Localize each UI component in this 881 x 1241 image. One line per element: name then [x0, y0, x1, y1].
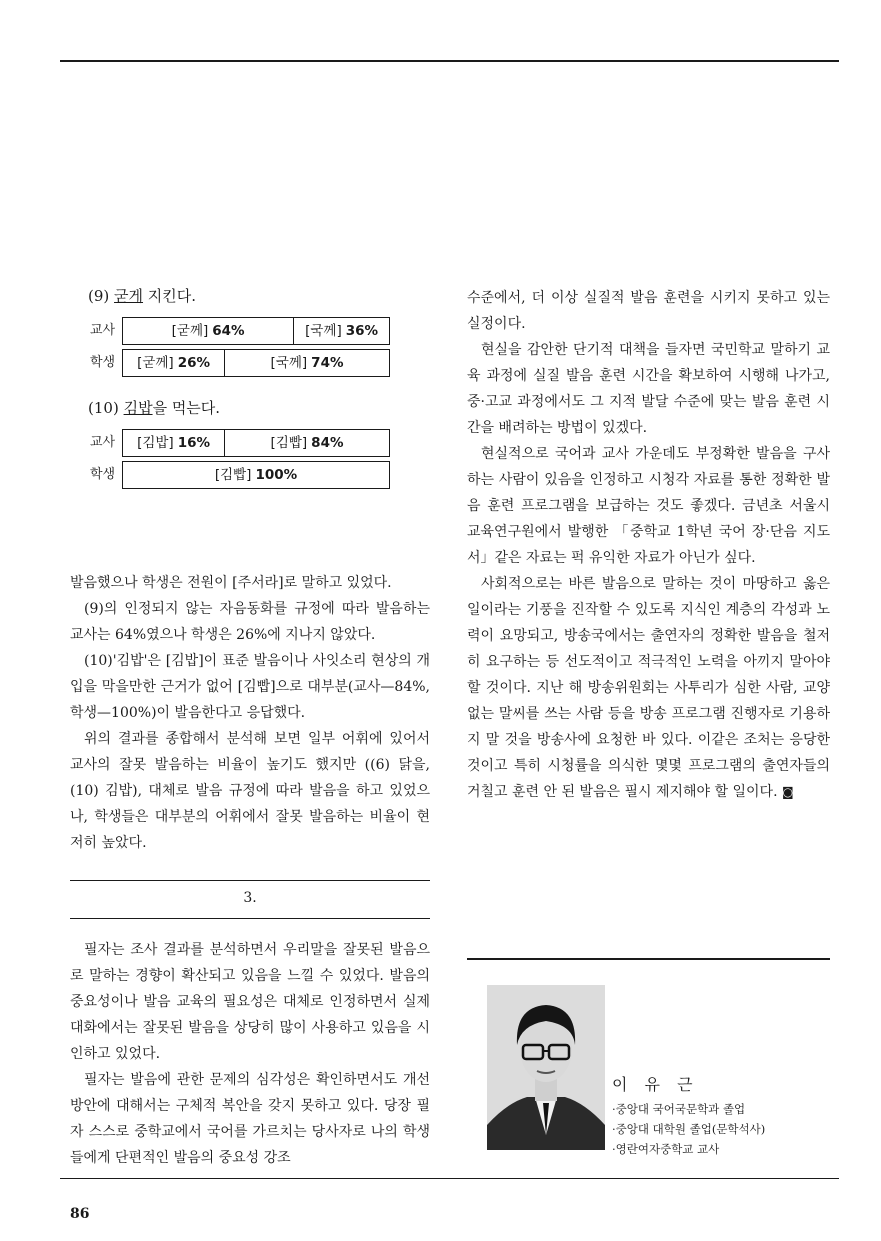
paragraph: (9)의 인정되지 않는 자음동화를 규정에 따라 발음하는 교사는 64%였으나 학생은 26%에 지나지 않았다.: [70, 601, 430, 643]
result-bar: [122, 461, 390, 489]
author-credential: ·영란여자중학교 교사: [612, 1142, 720, 1156]
paragraph: 필자는 조사 결과를 분석하면서 우리말을 잘못된 발음으로 말하는 경향이 확산되고 있음을 느낄 수 있었다. 발음의 중요성이나 발음 교육의 필요성은 대체로 인정하면서 실제 대화에서는 잘못된 발음을 상당히 많이 사용하고 있음을 시인하고 있었다.: [70, 942, 430, 1062]
row-label: 교사: [90, 435, 116, 450]
paragraph: 위의 결과를 종합해서 분석해 보면 일부 어휘에 있어서 교사의 잘못 발음하는 비율이 높기도 했지만 ((6) 닭을, (10) 김밥), 대체로 발음 규정에 따라 발음을 하고 있었으나, 학생들은 대부분의 어휘에서 잘못 발음하는 비율이 현저히 높았다.: [70, 731, 430, 851]
result-cell: [국께] 36%: [293, 318, 389, 344]
author-photo: [487, 985, 605, 1150]
paragraph: 필자는 발음에 관한 문제의 심각성은 확인하면서도 개선 방안에 대해서는 구체적 복안을 갖지 못하고 있다. 당장 필자 스스로 중학교에서 국어를 가르치는 당사자로 나의 학생들에게 단편적인 발음의 중요성 강조: [70, 1072, 430, 1166]
paragraph: 현실적으로 국어과 교사 가운데도 부정확한 발음을 구사하는 사람이 있음을 인정하고 시청각 자료를 통한 정확한 발음 훈련 프로그램을 보급하는 것도 좋겠다. 금년초 서울시 교육연구원에서 발행한 「중학교 1학년 국어 장·단음 지도서」같은 자료는 퍽 유익한 자료가 아닌가 싶다.: [467, 446, 830, 566]
student-row: [70, 347, 430, 379]
example-10: [70, 397, 430, 491]
top-rule: [60, 60, 839, 62]
result-cell: [김빱] 100%: [214, 467, 298, 483]
paragraph: 현실을 감안한 단기적 대책을 들자면 국민학교 말하기 교육 과정에 실질 발음 훈련 시간을 확보하여 시행해 나가고, 중·고교 과정에서도 그 지적 발달 수준에 맞는 발음 훈련 시간을 배려하는 방법이 있겠다.: [467, 342, 830, 436]
author-credential: ·중앙대 대학원 졸업(문학석사): [612, 1122, 766, 1136]
author-rule: [467, 958, 830, 960]
teacher-row: [70, 315, 430, 347]
row-label: 학생: [90, 355, 116, 370]
result-bar: [122, 349, 390, 377]
result-cell: [굳께] 26%: [137, 355, 211, 371]
result-bar: [122, 317, 390, 345]
example-9: [70, 285, 430, 379]
result-cell: [김밥] 16%: [137, 435, 211, 451]
end-mark-icon: ◙: [781, 785, 794, 799]
body-text-right: [467, 285, 830, 805]
paragraph: 수준에서, 더 이상 실질적 발음 훈련을 시키지 못하고 있는 실정이다.: [467, 290, 830, 332]
paragraph: 사회적으로는 바른 발음으로 말하는 것이 마땅하고 옳은 일이라는 기풍을 진작할 수 있도록 지식인 계층의 각성과 노력이 요망되고, 방송국에서는 출연자의 정확한 발음을 철저히 요구하는 등 선도적이고 적극적인 노력을 아끼지 말아야 할 것이다. 지난 해 방송위원회는 사투리가 심한 사람, 교양없는 말씨를 쓰는 사람 등을 방송 프로그램 진행자로 기용하지 말 것을 방송사에 요청한 바 있다. 이같은 조처는 응당한 것이고 특히 시청률을 의식한 몇몇 프로그램의 출연자들의 거칠고 훈련 안 된 발음은 필시 제지해야 할 일이다. ◙: [467, 576, 830, 800]
body-text-left-bottom: [70, 937, 430, 1171]
section-rule-top: [70, 880, 430, 881]
paragraph: (10)'김밥'은 [김밥]이 표준 발음이나 사잇소리 현상의 개입을 막을만한 근거가 없어 [김빱]으로 대부분(교사—84%, 학생—100%)이 발음한다고 응답했다.: [70, 653, 430, 721]
result-cell: [국께] 74%: [224, 350, 389, 376]
result-cell: [김빱] 84%: [224, 430, 389, 456]
teacher-row: [70, 427, 430, 459]
pronunciation-examples: [70, 285, 430, 491]
author-credential: ·중앙대 국어국문학과 졸업: [612, 1102, 746, 1116]
author-name: 이 유 근: [612, 1075, 699, 1094]
section-number: 3.: [243, 890, 257, 906]
section-rule-bottom: [70, 918, 430, 919]
bottom-rule: [60, 1178, 839, 1179]
row-label: 교사: [90, 323, 116, 338]
result-cell: [굳께] 64%: [171, 323, 245, 339]
student-row: [70, 459, 430, 491]
page-number: 86: [70, 1206, 90, 1222]
example-title: (9) 굳게 지킨다.: [88, 287, 197, 305]
paragraph: 발음했으나 학생은 전원이 [주서라]로 말하고 있었다.: [70, 575, 392, 591]
example-title: (10) 김밥을 먹는다.: [88, 399, 221, 417]
row-label: 학생: [90, 467, 116, 482]
body-text-left-middle: [70, 570, 430, 856]
author-info: [612, 1072, 832, 1159]
result-bar: [122, 429, 390, 457]
author-portrait-icon: [487, 985, 605, 1150]
